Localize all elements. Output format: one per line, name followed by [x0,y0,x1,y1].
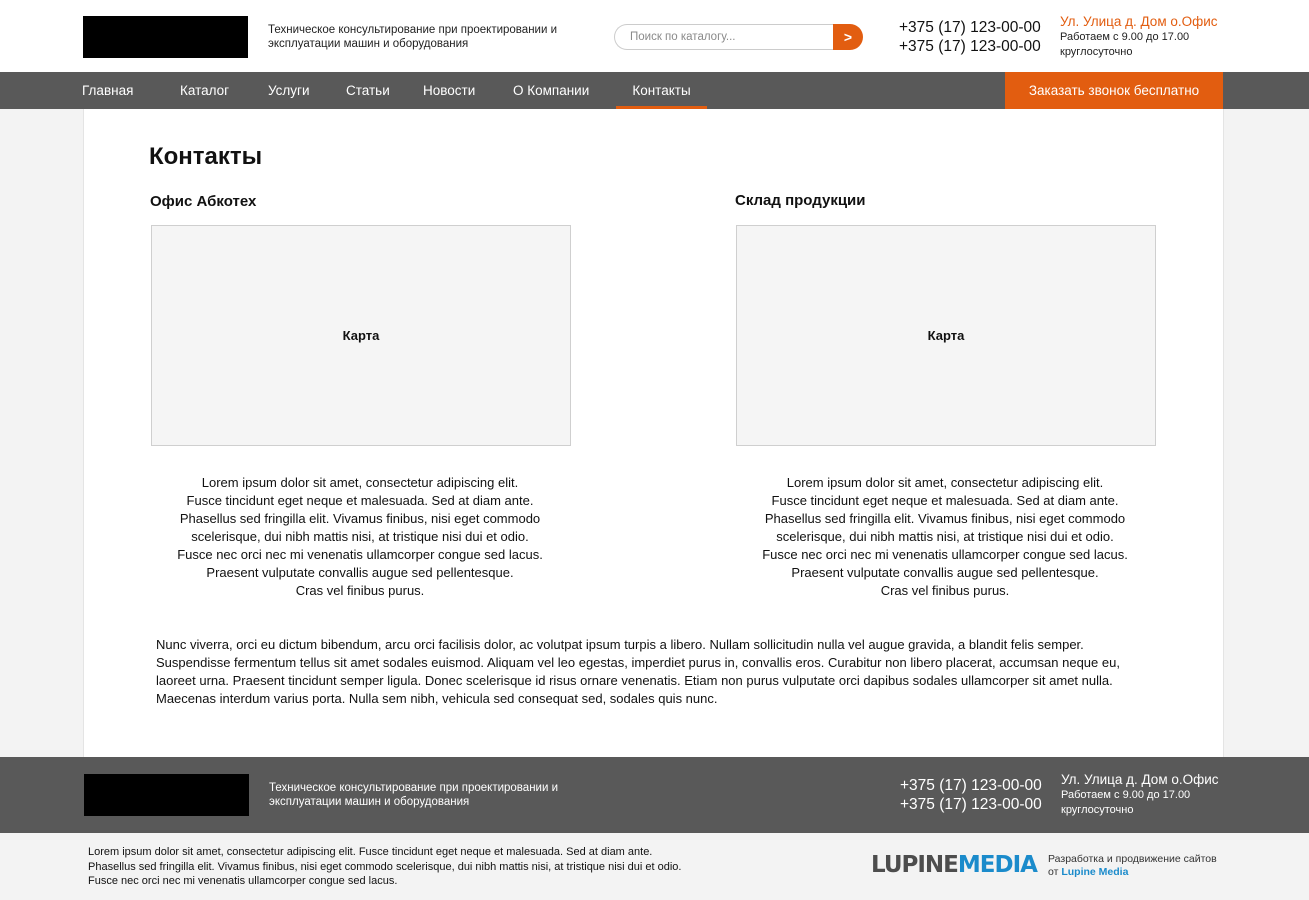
office-title: Офис Абкотех [150,193,257,210]
footer-logo[interactable] [84,774,249,816]
search-input[interactable] [614,24,836,50]
warehouse-text-line: Cras vel finibus purus. [880,583,1010,598]
office-text-line: Phasellus sed fringilla elit. Vivamus finibus, nisi eget commodo [179,511,541,526]
main-content [83,109,1224,757]
warehouse-title: Склад продукции [735,192,866,209]
site-footer [0,757,1309,833]
office-description [150,474,570,600]
nav-item-about[interactable]: О Компании [513,83,590,98]
footer-tagline: Техническое консультирование при проектировании и эксплуатации машин и оборудования [269,782,559,808]
footer-phones [900,776,1042,814]
lupine-logo-part2: MEDIA [957,852,1037,878]
page-title: Контакты [149,143,263,170]
warehouse-text-line: Lorem ipsum dolor sit amet, consectetur adipiscing elit. [786,475,1104,490]
site-logo[interactable] [83,16,248,58]
office-text-line: Lorem ipsum dolor sit amet, consectetur adipiscing elit. [201,475,519,490]
contacts-description: Nunc viverra, orci eu dictum bibendum, arcu orci facilisis dolor, ac volutpat ipsum turpis a libero. Nullam sollicitudin nulla vel augue gravida, a blandit felis semper. Suspendisse fermentum tellus sit amet sodales euismod. Aliquam vel leo egestas, imperdiet purus in, convallis eros. Curabitur non libero placerat, accumsan neque eu, laoreet urna. Praesent tincidunt semper ligula. Donec scelerisque id risus ornare venenatis. Etiam non purus vulputate orci dapibus sodales ullamcorper sit amet nulla. Maecenas interdum varius porta. Nulla sem nibh, vehicula sed consequat sed, sodales quis nunc. [156,637,1120,706]
office-text-line: Cras vel finibus purus. [295,583,425,598]
header-hours: Работаем с 9.00 до 17.00 [1060,31,1190,43]
office-text-line: Fusce tincidunt eget neque et malesuada. Sed at diam ante. [186,493,534,508]
search-button[interactable]: > [833,24,863,50]
site-header [0,0,1309,72]
nav-item-articles[interactable]: Статьи [346,83,390,98]
warehouse-map[interactable] [736,225,1156,446]
office-map-label: Карта [342,328,380,343]
nav-item-catalog[interactable]: Каталог [180,83,230,98]
footer-hours-note: круглосуточно [1061,804,1134,816]
callback-button[interactable]: Заказать звонок бесплатно [1005,72,1223,109]
header-phones [899,18,1041,56]
lupine-desc-brand: Lupine Media [1061,866,1129,878]
warehouse-text-line: Fusce tincidunt eget neque et malesuada. Sed at diam ante. [771,493,1119,508]
header-tagline: Техническое консультирование при проектировании и эксплуатации машин и оборудования [268,24,558,50]
office-map[interactable] [151,225,571,446]
bottom-bar [0,833,1309,900]
warehouse-map-label: Карта [927,328,965,343]
lupine-logo-part1: LUPINE [871,852,958,878]
nav-item-contacts[interactable]: Контакты [616,72,707,109]
office-text-line: Fusce nec orci nec mi venenatis ullamcorper congue sed lacus. [177,547,543,562]
warehouse-text-line: Praesent vulputate convallis augue sed pellentesque. [791,565,1099,580]
office-text-line: scelerisque, dui nibh mattis nisi, at tristique nisi dui et odio. [191,529,529,544]
lupine-desc-prefix: от [1048,866,1062,878]
nav-item-news[interactable]: Новости [423,83,476,98]
footer-text-line: Phasellus sed fringilla elit. Vivamus finibus, nisi eget commodo scelerisque, dui nibh mattis nisi, at tristique nisi dui et odio. [88,860,682,873]
lupine-media-description[interactable] [1048,853,1217,879]
header-address: Ул. Улица д. Дом о.Офис [1060,14,1218,29]
warehouse-description [735,474,1155,600]
header-phone-2[interactable]: +375 (17) 123-00-00 [899,38,1041,55]
header-phone-1[interactable]: +375 (17) 123-00-00 [899,19,1041,36]
footer-text-line: Lorem ipsum dolor sit amet, consectetur adipiscing elit. Fusce tincidunt eget neque et malesuada. Sed at diam ante. [88,846,653,858]
nav-item-home[interactable]: Главная [82,83,134,98]
warehouse-text-line: scelerisque, dui nibh mattis nisi, at tristique nisi dui et odio. [776,529,1114,544]
footer-text-line: Fusce nec orci nec mi venenatis ullamcorper congue sed lacus. [88,875,398,887]
footer-address-block [1061,772,1236,818]
footer-copyright-text [88,845,788,889]
footer-hours: Работаем с 9.00 до 17.00 [1061,789,1191,801]
warehouse-text-line: Fusce nec orci nec mi venenatis ullamcorper congue sed lacus. [762,547,1128,562]
header-address-block [1060,14,1235,60]
warehouse-text-line: Phasellus sed fringilla elit. Vivamus finibus, nisi eget commodo [764,511,1126,526]
footer-address: Ул. Улица д. Дом о.Офис [1061,772,1219,787]
lupine-desc-line2 [1048,866,1217,879]
lupine-media-logo[interactable] [871,851,1037,879]
footer-phone-1[interactable]: +375 (17) 123-00-00 [900,777,1042,794]
office-text-line: Praesent vulputate convallis augue sed pellentesque. [206,565,514,580]
search-form [614,24,863,50]
footer-phone-2[interactable]: +375 (17) 123-00-00 [900,796,1042,813]
lupine-desc-line1: Разработка и продвижение сайтов [1048,853,1217,865]
header-hours-note: круглосуточно [1060,46,1133,58]
nav-item-services[interactable]: Услуги [268,83,310,98]
